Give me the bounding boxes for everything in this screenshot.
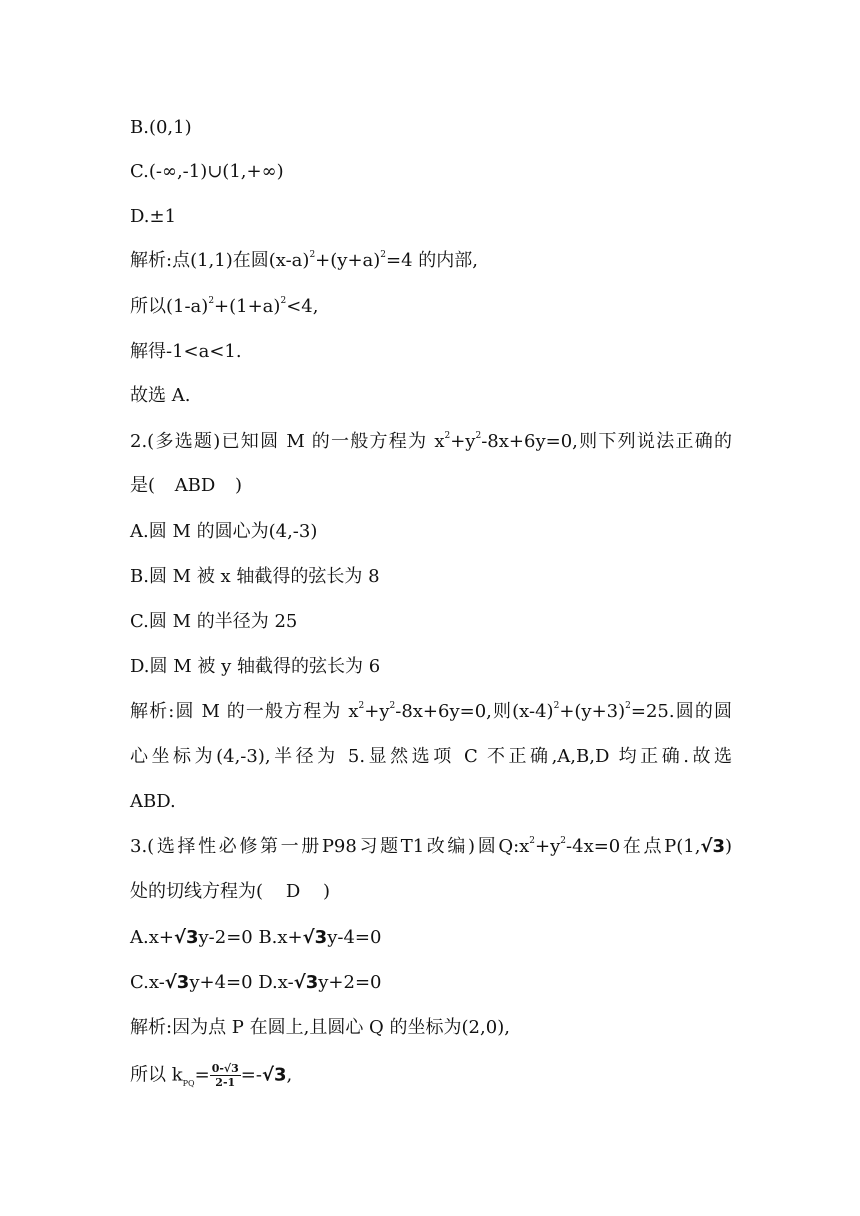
q1-solution-line-4: 故选 A.	[130, 385, 191, 406]
sqrt3-symbol: √3	[173, 927, 199, 948]
q2-stem-line-1: 2.(多选题)已知圆 M 的一般方程为 $x^2+y^2-8x+6y=0$,则下列说法正确的	[130, 431, 732, 452]
q2-solution-line-2: 心坐标为(4,-3),半径为 5.显然选项 C 不正确,A,B,D 均正确.故选	[130, 746, 732, 767]
q2-option-b: B.圆 M 被 x 轴截得的弦长为 8	[130, 566, 380, 587]
q1-option-c: C.(-∞,-1)∪(1,+∞)	[130, 161, 284, 182]
slope-fraction: $\frac{0-√3}{2-1}$	[211, 1062, 239, 1089]
sqrt3-symbol: √3	[293, 972, 319, 993]
q1-solution-line-2: 所以$(1-a)^2+(1+a)^2<4$,	[130, 296, 319, 317]
q1-solution-line-1: 解析:点(1,1)在圆$(x-a)^2+(y+a)^2=4$ 的内部,	[130, 250, 478, 271]
sqrt3-symbol: √3	[700, 836, 725, 857]
q1-option-d: D.±1	[130, 206, 177, 227]
q3-options-a-b: A.x+√3y-2=0 B.x+√3y-4=0	[130, 927, 382, 948]
q3-options-c-d: C.x-√3y+4=0 D.x-√3y+2=0	[130, 972, 382, 993]
q1-option-b: B.(0,1)	[130, 117, 192, 138]
q2-solution-line-1: 解析:圆 M 的一般方程为 $x^2+y^2-8x+6y=0$,则$(x-4)^2+(y+3)^2=25$.圆的圆	[130, 701, 732, 722]
q2-solution-line-3: ABD.	[130, 791, 176, 812]
q2-stem-line-2: 是( ABD )	[130, 475, 243, 496]
q1-solution-line-3: 解得-1<a<1.	[130, 341, 242, 362]
q3-solution-line-2: 所以 $k_{PQ}=$ $\frac{0-√3}{2-1}$ =-√3,	[130, 1062, 293, 1089]
q2-option-d: D.圆 M 被 y 轴截得的弦长为 6	[130, 656, 381, 677]
sqrt3-symbol: √3	[164, 972, 190, 993]
q3-solution-line-1: 解析:因为点 P 在圆上,且圆心 Q 的坐标为(2,0),	[130, 1017, 510, 1038]
q3-answer: D	[285, 881, 301, 902]
q3-stem-line-2: 处的切线方程为( D )	[130, 881, 331, 902]
q2-option-a: A.圆 M 的圆心为(4,-3)	[130, 521, 318, 542]
sqrt3-symbol: √3	[261, 1064, 287, 1086]
q3-stem-line-1: 3.(选择性必修第一册P98习题T1改编)圆$Q:x^2+y^2-4x=0$在点P(1,√3)	[130, 836, 732, 857]
q2-option-c: C.圆 M 的半径为 25	[130, 611, 298, 632]
sqrt3-symbol: √3	[302, 927, 328, 948]
q2-answer: ABD	[174, 475, 216, 496]
